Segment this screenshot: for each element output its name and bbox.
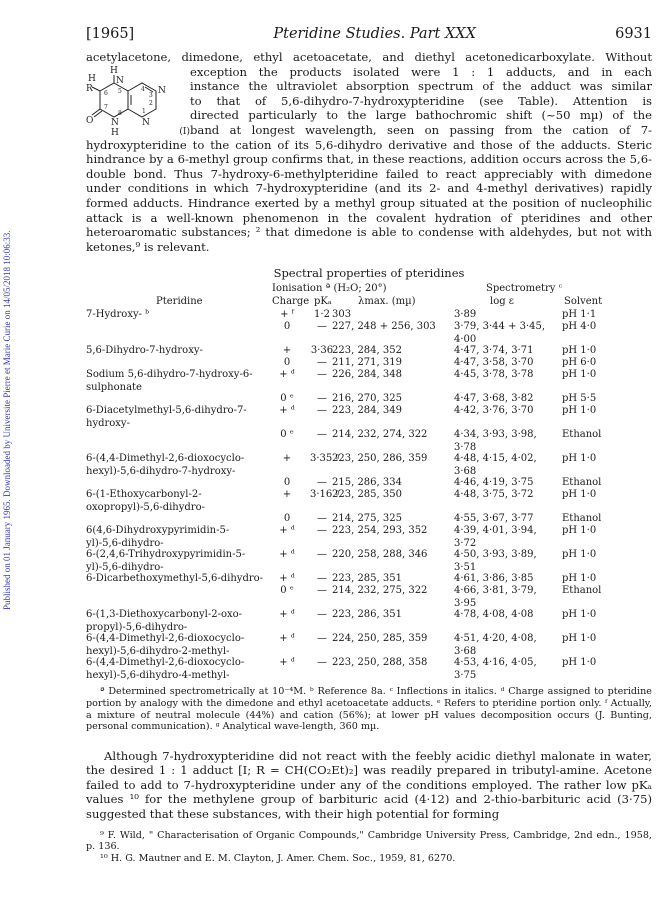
- col-pk: pKₐ: [314, 296, 332, 308]
- cell-solvent: pH 5·5: [562, 393, 597, 405]
- cell-charge: + ᵈ: [279, 549, 295, 561]
- table-row: [86, 489, 652, 513]
- cell-charge: + ᵈ: [279, 609, 295, 621]
- table-row: [86, 585, 652, 609]
- cell-log-epsilon: 4·45, 3·78, 3·78: [454, 369, 534, 381]
- body-continued: [86, 749, 652, 822]
- cell-charge: 0 ᵉ: [280, 393, 294, 405]
- cell-charge: +: [282, 345, 292, 357]
- cell-solvent: pH 1·0: [562, 573, 597, 585]
- structure-label: (I): [179, 126, 190, 137]
- cell-pteridine: [86, 357, 264, 369]
- cell-pteridine: [86, 321, 264, 333]
- header-year: [1965]: [86, 26, 135, 42]
- table-body: [86, 283, 652, 681]
- cell-pteridine: 6-(4,4-Dimethyl-2,6-dioxocyclo-hexyl)-5,6-dihydro-7-hydroxy-: [86, 453, 245, 477]
- table-column-header: [86, 296, 652, 309]
- cell-log-epsilon: 4·55, 3·67, 3·77: [454, 513, 534, 525]
- spectral-table: [86, 266, 652, 732]
- cell-log-epsilon: 4·51, 4·20, 4·08, 3·68: [454, 633, 537, 657]
- cell-solvent: Ethanol: [562, 513, 602, 525]
- col-lambda: λmax. (mµ): [358, 296, 416, 308]
- cell-pka: 1·2: [314, 309, 330, 321]
- cell-lambda: 216, 270, 325: [332, 393, 402, 405]
- locant-3: 3: [149, 91, 153, 99]
- cell-log-epsilon: 4·34, 3·93, 3·98, 3·78: [454, 429, 537, 453]
- atom-H-5: H: [110, 65, 118, 76]
- cell-charge: 0: [283, 321, 291, 333]
- cell-log-epsilon: 4·66, 3·81, 3·79, 3·95: [454, 585, 537, 609]
- atom-H-6: H: [88, 73, 96, 84]
- cell-charge: + ᵈ: [279, 573, 295, 585]
- cell-pteridine: 5,6-Dihydro-7-hydroxy-: [86, 345, 203, 357]
- atom-N-3: N: [158, 85, 166, 96]
- paragraph-2: Although 7-hydroxypteridine did not react with the feebly acidic diethyl malonate in water, the desired 1 : 1 adduct [I; R = CH(CO₂Et)₂] was readily prepared in tributyl-amine. Acetone failed to add to 7-hydroxypteridine under any of the conditions employed. The rather low pKₐ values ¹⁰ for the methylene group of barbituric acid (4·12) and 2-thio-barbituric acid (3·75) suggested that these substances, with their high potential for forming: [86, 748, 652, 822]
- cell-pteridine: 6-(1,3-Diethoxycarbonyl-2-oxo-propyl)-5,6-dihydro-: [86, 609, 243, 633]
- table-row: [86, 357, 652, 369]
- table-row: [86, 549, 652, 573]
- cell-charge: + ᶠ: [280, 309, 294, 321]
- table-row: [86, 429, 652, 453]
- cell-solvent: Ethanol: [562, 429, 602, 441]
- cell-solvent: pH 1·0: [562, 345, 597, 357]
- header-title: Pteridine Studies. Part XXX: [273, 26, 476, 42]
- col-charge: Charge: [272, 296, 310, 308]
- col-solvent: Solvent: [564, 296, 603, 308]
- structure-block: [86, 65, 652, 138]
- table-row: [86, 393, 652, 405]
- cell-solvent: pH 1·0: [562, 453, 597, 465]
- cell-pka: 3·16 ᵍ: [310, 489, 340, 501]
- cell-charge: 0 ᵉ: [280, 429, 294, 441]
- cell-lambda: 214, 232, 274, 322: [332, 429, 428, 441]
- cell-charge: + ᵈ: [279, 369, 295, 381]
- struct-line: directed particularly to the large bathochromic shift (~50 mµ) of the: [190, 108, 652, 123]
- reference-9: ⁹ F. Wild, " Characterisation of Organic Compounds," Cambridge University Press, Cambridge, 2nd edn., 1958, p. 136.: [86, 829, 652, 853]
- cell-pteridine: [86, 477, 264, 489]
- cell-log-epsilon: 4·48, 3·75, 3·72: [454, 489, 534, 501]
- locant-4: 4: [141, 85, 145, 93]
- cell-charge: 0: [283, 357, 291, 369]
- pteridine-structure-drawing: [86, 65, 186, 137]
- table-row: [86, 309, 652, 321]
- cell-pka: 3·36: [310, 345, 334, 357]
- cell-pka: —: [317, 357, 327, 369]
- group-spectrometry: Spectrometry ᶜ: [486, 283, 563, 295]
- cell-solvent: pH 1·0: [562, 633, 597, 645]
- cell-lambda: 223, 250, 288, 358: [332, 657, 428, 669]
- cell-pka: —: [317, 573, 327, 585]
- cell-lambda: 211, 271, 319: [332, 357, 402, 369]
- cell-lambda: 223, 250, 286, 359: [332, 453, 428, 465]
- atom-N-5: N: [116, 75, 124, 86]
- cell-solvent: pH 1·1: [562, 309, 597, 321]
- cell-lambda: 226, 284, 348: [332, 369, 402, 381]
- cell-log-epsilon: 4·42, 3·76, 3·70: [454, 405, 534, 417]
- cell-lambda: 214, 232, 275, 322: [332, 585, 428, 597]
- header-page-number: 6931: [615, 26, 652, 42]
- cell-pteridine: [86, 393, 264, 405]
- table-row: [86, 321, 652, 345]
- cell-solvent: pH 1·0: [562, 657, 597, 669]
- col-log: log ε: [490, 296, 514, 308]
- cell-pteridine: 6-Dicarbethoxymethyl-5,6-dihydro-: [86, 573, 264, 585]
- cell-lambda: 223, 284, 349: [332, 405, 402, 417]
- cell-log-epsilon: 4·78, 4·08, 4·08: [454, 609, 534, 621]
- intro-line: acetylacetone, dimedone, ethyl acetoacetate, and diethyl acetonedicarboxylate. Without: [86, 50, 652, 64]
- cell-lambda: 215, 286, 334: [332, 477, 402, 489]
- table-row: [86, 573, 652, 585]
- atom-O: O: [86, 115, 94, 126]
- table-row: [86, 657, 652, 681]
- cell-pka: —: [317, 657, 327, 669]
- cell-pka: —: [317, 369, 327, 381]
- table-row: [86, 477, 652, 489]
- cell-lambda: 303: [332, 309, 352, 321]
- cell-solvent: Ethanol: [562, 585, 602, 597]
- locant-5: 5: [118, 87, 122, 95]
- locant-2: 2: [149, 99, 153, 107]
- cell-lambda: 223, 254, 293, 352: [332, 525, 428, 537]
- cell-log-epsilon: 4·48, 4·15, 4·02, 3·68: [454, 453, 537, 477]
- cell-pka: —: [317, 609, 327, 621]
- cell-solvent: Ethanol: [562, 477, 602, 489]
- cell-pteridine: [86, 585, 264, 597]
- cell-charge: + ᵈ: [279, 525, 295, 537]
- cell-charge: + ᵈ: [279, 405, 295, 417]
- cell-pka: —: [317, 405, 327, 417]
- cell-solvent: pH 4·0: [562, 321, 597, 333]
- paragraph-1: hydroxypteridine to the cation of its 5,6-dihydro derivative and those of the adducts. Steric hindrance by a 6-methyl group confirms that, in these reactions, addition occurs across the 5,6-double bond. Thus 7-hydroxy-6-methylpteridine failed to react appreciably with dimedone under conditions in which 7-hydroxypteridine (and its 2- and 4-methyl derivatives) rapidly formed adducts. Hindrance exerted by a methyl group situated at the position of nucleophilic attack is a well-known phenomenon in the covalent hydration of pteridines and other heteroaromatic substances; ² that dimedone is able to condense with aldehydes, but not with ketones,⁹ is relevant.: [86, 137, 652, 254]
- cell-pteridine: 6-Diacetylmethyl-5,6-dihydro-7-hydroxy-: [86, 405, 247, 429]
- cell-lambda: 223, 284, 352: [332, 345, 402, 357]
- col-pteridine: Pteridine: [156, 296, 203, 308]
- cell-pka: —: [317, 477, 327, 489]
- table-row: [86, 345, 652, 357]
- cell-charge: +: [282, 453, 292, 465]
- table-row: [86, 525, 652, 549]
- cell-pteridine: [86, 429, 264, 441]
- cell-charge: 0: [283, 513, 291, 525]
- cell-log-epsilon: 4·61, 3·86, 3·85: [454, 573, 534, 585]
- publication-side-note: Published on 01 January 1965. Downloaded by Universite Pierre et Marie Curie on 14/05/2018 10:06:33.: [2, 230, 12, 610]
- cell-charge: + ᵈ: [279, 657, 295, 669]
- references: [86, 830, 652, 865]
- reference-10: ¹⁰ H. G. Mautner and E. M. Clayton, J. Amer. Chem. Soc., 1959, 81, 6270.: [100, 853, 456, 865]
- group-ionisation: Ionisation ª (H₂O; 20°): [272, 283, 387, 295]
- cell-pka: —: [317, 585, 327, 597]
- cell-lambda: 223, 286, 351: [332, 609, 402, 621]
- page-content: [86, 26, 652, 865]
- locant-1: 1: [142, 107, 146, 115]
- struct-line: band at longest wavelength, seen on passing from the cation of 7-: [190, 122, 652, 137]
- cell-solvent: pH 1·0: [562, 549, 597, 561]
- struct-line: to that of 5,6-dihydro-7-hydroxypteridine (see Table). Attention is: [190, 93, 652, 108]
- cell-lambda: 223, 285, 350: [332, 489, 402, 501]
- table-row: [86, 405, 652, 429]
- cell-pka: —: [317, 429, 327, 441]
- struct-line: instance the ultraviolet absorption spectrum of the adduct was similar: [190, 79, 652, 94]
- cell-pka: —: [317, 633, 327, 645]
- table-row: [86, 633, 652, 657]
- cell-solvent: pH 1·0: [562, 369, 597, 381]
- struct-line: exception the products isolated were 1 : 1 adducts, and in each: [190, 64, 652, 79]
- cell-charge: + ᵈ: [279, 633, 295, 645]
- locant-8: 8: [118, 109, 122, 117]
- cell-lambda: 224, 250, 285, 359: [332, 633, 428, 645]
- table-row: [86, 609, 652, 633]
- table-group-header: [86, 283, 652, 296]
- cell-pteridine: 6(4,6-Dihydroxypyrimidin-5-yl)-5,6-dihydro-: [86, 525, 230, 549]
- cell-log-epsilon: 4·47, 3·68, 3·82: [454, 393, 534, 405]
- cell-solvent: pH 1·0: [562, 489, 597, 501]
- cell-lambda: 214, 275, 325: [332, 513, 402, 525]
- cell-pteridine: [86, 513, 264, 525]
- cell-charge: +: [282, 489, 292, 501]
- atom-N-1: N: [142, 117, 150, 128]
- cell-pka: —: [317, 393, 327, 405]
- table-row: [86, 369, 652, 393]
- cell-log-epsilon: 4·53, 4·16, 4·05, 3·75: [454, 657, 537, 681]
- cell-lambda: 220, 258, 288, 346: [332, 549, 428, 561]
- table-rows: [86, 309, 652, 681]
- cell-log-epsilon: 4·39, 4·01, 3·94, 3·72: [454, 525, 537, 549]
- table-row: [86, 453, 652, 477]
- locant-7: 7: [104, 103, 108, 111]
- cell-pka: —: [317, 321, 327, 333]
- table-footnotes: ª Determined spectrometrically at 10⁻⁴M. ᵇ Reference 8a. ᶜ Inflections in italics. ᵈ Charge assigned to pteridine portion by analogy with the dimedone and ethyl acetoacetate adducts. ᵉ Refers to pteridine portion only. ᶠ Actually, a mixture of neutral molecule (44%) and cation (56%); at lower pH values decomposition occurs (J. Bunting, personal communication). ᵍ Analytical wave-length, 360 mµ.: [86, 686, 652, 733]
- cell-pteridine: 6-(4,4-Dimethyl-2,6-dioxocyclo-hexyl)-5,6-dihydro-2-methyl-: [86, 633, 245, 657]
- running-header: [86, 26, 652, 42]
- cell-pteridine: 6-(1-Ethoxycarbonyl-2-oxopropyl)-5,6-dihydro-: [86, 489, 205, 513]
- cell-pteridine: 6-(4,4-Dimethyl-2,6-dioxocyclo-hexyl)-5,6-dihydro-4-methyl-: [86, 657, 245, 681]
- cell-log-epsilon: 4·47, 3·74, 3·71: [454, 345, 534, 357]
- cell-lambda: 223, 285, 351: [332, 573, 402, 585]
- cell-charge: 0 ᵉ: [280, 585, 294, 597]
- table-title: Spectral properties of pteridines: [273, 266, 465, 281]
- cell-pka: —: [317, 513, 327, 525]
- cell-log-epsilon: 4·46, 4·19, 3·75: [454, 477, 534, 489]
- cell-log-epsilon: 3·79, 3·44 + 3·45, 4·00: [454, 321, 546, 345]
- atom-R: R: [86, 83, 93, 94]
- cell-solvent: pH 1·0: [562, 405, 597, 417]
- table-row: [86, 513, 652, 525]
- cell-solvent: pH 1·0: [562, 525, 597, 537]
- cell-pteridine: 6-(2,4,6-Trihydroxypyrimidin-5-yl)-5,6-dihydro-: [86, 549, 246, 573]
- cell-log-epsilon: 4·50, 3·93, 3·89, 3·51: [454, 549, 537, 573]
- cell-log-epsilon: 4·47, 3·58, 3·70: [454, 357, 534, 369]
- cell-pteridine: Sodium 5,6-dihydro-7-hydroxy-6-sulphonate: [86, 369, 253, 393]
- cell-charge: 0: [283, 477, 291, 489]
- cell-pka: 3·35 ᵍ: [310, 453, 340, 465]
- structure-side-text: [190, 65, 652, 138]
- structure-figure-I: [86, 65, 190, 137]
- atom-H-8: H: [111, 127, 119, 137]
- cell-pka: —: [317, 525, 327, 537]
- cell-lambda: 227, 248 + 256, 303: [332, 321, 436, 333]
- cell-pka: —: [317, 549, 327, 561]
- locant-6: 6: [104, 89, 108, 97]
- cell-pteridine: 7-Hydroxy- ᵇ: [86, 309, 150, 321]
- cell-solvent: pH 6·0: [562, 357, 597, 369]
- cell-log-epsilon: 3·89: [454, 309, 477, 321]
- atom-N-8: N: [111, 117, 119, 128]
- cell-solvent: pH 1·0: [562, 609, 597, 621]
